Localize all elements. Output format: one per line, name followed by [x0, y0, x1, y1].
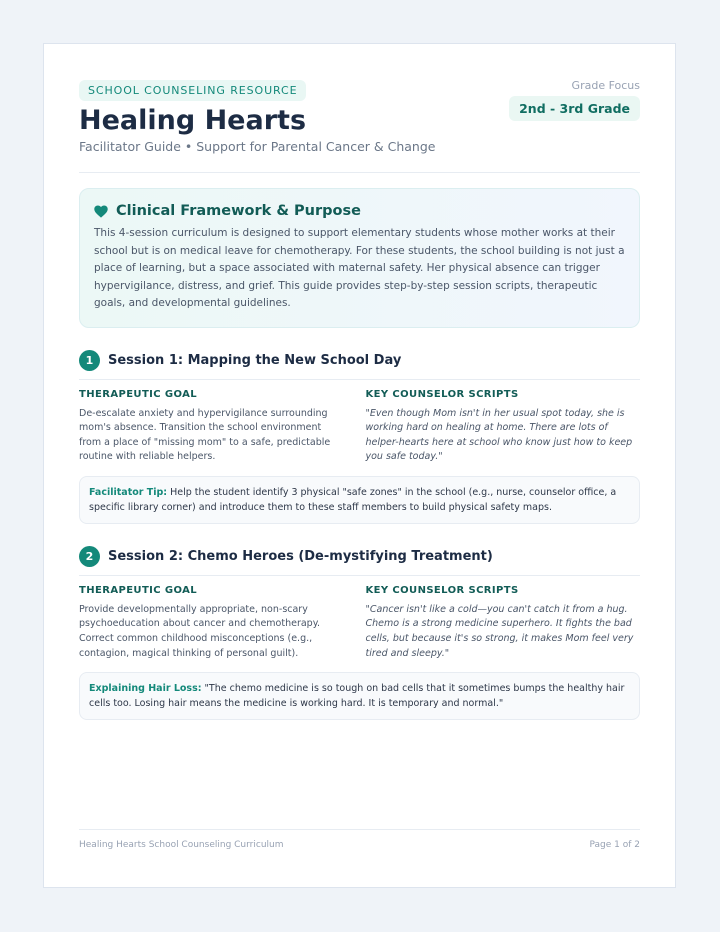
framework-title: Clinical Framework & Purpose [116, 203, 361, 219]
grade-focus [509, 79, 640, 121]
heart-icon [94, 205, 108, 218]
scripts-text: "Even though Mom isn't in her usual spot today, she is working hard on healing at home. There are lots of helper-hearts here at school who know just how to keep you safe today." [365, 407, 633, 463]
resource-badge: SCHOOL COUNSELING RESOURCE [79, 80, 306, 101]
session-2 [79, 546, 640, 720]
session-columns [79, 585, 640, 661]
grade-label: Grade Focus [571, 79, 640, 92]
facilitator-tip [79, 476, 640, 524]
session-1 [79, 350, 640, 524]
framework-card [79, 188, 640, 328]
scripts-heading: KEY COUNSELOR SCRIPTS [365, 388, 519, 400]
session-title: Session 2: Chemo Heroes (De-mystifying Treatment) [108, 548, 493, 564]
therapeutic-goal-column [79, 389, 360, 465]
tip-label: Facilitator Tip: [89, 486, 168, 498]
counselor-scripts-column [360, 389, 641, 465]
document-header [79, 79, 640, 173]
hair-loss-tip [79, 672, 640, 720]
page-subtitle: Facilitator Guide • Support for Parental Cancer & Change [79, 139, 436, 154]
page-footer [79, 829, 640, 850]
document-page [43, 43, 676, 888]
page-number: Page 1 of 2 [589, 840, 640, 850]
tip-text: "The chemo medicine is so tough on bad cells that it sometimes bumps the healthy hair cells too. Losing hair means the medicine is working hard. It is temporary and normal." [89, 683, 625, 710]
scripts-heading: KEY COUNSELOR SCRIPTS [365, 584, 519, 596]
goal-text: Provide developmentally appropriate, non-scary psychoeducation about cancer and chemotherapy. Correct common childhood misconceptions (e.g., contagion, magical thinking of personal guilt). [79, 603, 320, 659]
goal-heading: THERAPEUTIC GOAL [79, 584, 198, 596]
goal-text: De-escalate anxiety and hypervigilance surrounding mom's absence. Transition the school environment from a place of "missing mom" to a safe, predictable routine with reliable helpers. [79, 407, 331, 463]
tip-text: Help the student identify 3 physical "safe zones" in the school (e.g., nurse, counselor office, a specific library corner) and introduce them to these staff members to build physical safety maps. [89, 486, 617, 513]
counselor-scripts-column [360, 585, 641, 661]
session-header [79, 546, 640, 576]
session-columns [79, 389, 640, 465]
grade-badge: 2nd - 3rd Grade [509, 96, 640, 121]
therapeutic-goal-column [79, 585, 360, 661]
session-number-badge: 2 [79, 546, 100, 567]
goal-heading: THERAPEUTIC GOAL [79, 388, 198, 400]
session-header [79, 350, 640, 380]
session-number-badge: 1 [79, 350, 100, 371]
page-title: Healing Hearts [79, 105, 307, 136]
session-title: Session 1: Mapping the New School Day [108, 352, 402, 368]
framework-text: This 4-session curriculum is designed to support elementary students whose mother works at their school but is on medical leave for chemotherapy. For these students, the school building is not just a place of learning, but a space associated with maternal safety. Her physical absence can trigger hypervigilance, distress, and grief. This guide provides step-by-step session scripts, therapeutic goals, and developmental guidelines. [94, 227, 625, 309]
tip-label: Explaining Hair Loss: [89, 683, 202, 695]
footer-title: Healing Hearts School Counseling Curriculum [79, 840, 284, 850]
page-content [79, 79, 640, 720]
scripts-text: "Cancer isn't like a cold—you can't catch it from a hug. Chemo is a strong medicine superhero. It fights the bad cells, but because it's so strong, it makes Mom feel very tired and sleepy." [365, 603, 634, 659]
framework-header [94, 203, 625, 219]
